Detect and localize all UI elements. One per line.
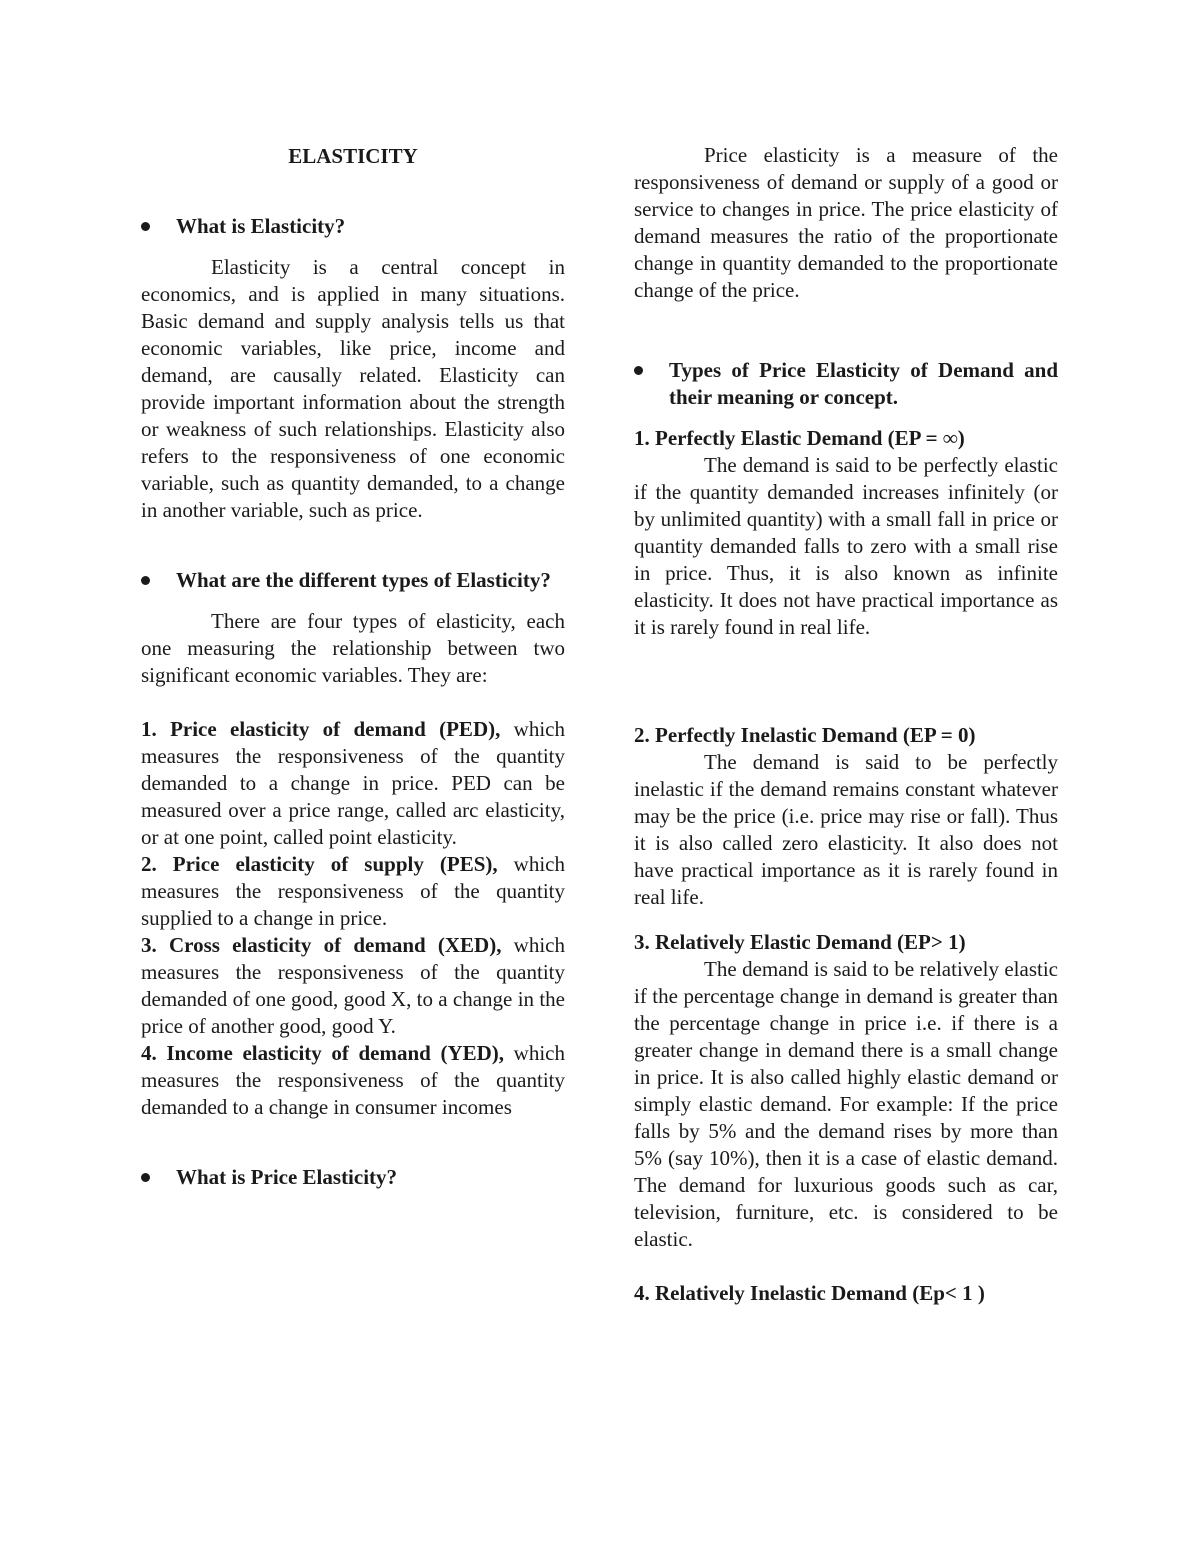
question-what-is-elasticity <box>141 213 565 240</box>
bullet-icon <box>141 576 150 585</box>
type-description: which measures the responsiveness of the quantity supplied to a change in price. <box>141 852 565 930</box>
type-description: which measures the responsiveness of the quantity demanded to a change in price. PED can be measured over a price range, called arc elasticity, or at one point, called point elasticity. <box>141 717 565 849</box>
type-description: which measures the responsiveness of the quantity demanded of one good, good X, to a change in the price of another good, good Y. <box>141 933 565 1038</box>
elasticity-definition-paragraph: Elasticity is a central concept in economics, and is applied in many situations. Basic demand and supply analysis tells us that economic variables, like price, income and demand, are causally related. Elasticity can provide important information about the strength or weakness of such relationships. Elasticity also refers to the responsiveness of one economic variable, such as quantity demanded, to a change in another variable, such as price. <box>141 255 565 522</box>
bullet-icon <box>634 366 643 375</box>
relatively-elastic-body: The demand is said to be relatively elastic if the percentage change in demand is greater than the percentage change in price i.e. if there is a greater change in demand there is a small change in price. It is also called highly elastic demand or simply elastic demand. For example: If the price falls by 5% and the demand rises by more than 5% (say 10%), then it is a case of elastic demand. The demand for luxurious goods such as car, television, furniture, etc. is considered to be elastic. <box>634 957 1058 1251</box>
perfectly-inelastic-body: The demand is said to be perfectly inelastic if the demand remains constant whatever may be the price (i.e. price may rise or fall). Thus it is also called zero elasticity. It also does not have practical importance as it is rarely found in real life. <box>634 750 1058 909</box>
left-column <box>141 142 565 1191</box>
question-heading: What are the different types of Elasticity? <box>176 568 551 592</box>
bullet-icon <box>141 1173 150 1182</box>
question-heading: What is Elasticity? <box>176 214 346 238</box>
types-intro-paragraph: There are four types of elasticity, each one measuring the relationship between two significant economic variables. They are: <box>141 609 565 687</box>
type-label: 4. Income elasticity of demand (YED), <box>141 1041 505 1065</box>
price-elasticity-paragraph: Price elasticity is a measure of the responsiveness of demand or supply of a good or service to changes in price. The price elasticity of demand measures the ratio of the proportionate change in quantity demanded to the proportionate change of the price. <box>634 143 1058 302</box>
types-of-ped-heading <box>634 357 1058 411</box>
type-label: 1. Price elasticity of demand (PED), <box>141 717 501 741</box>
section-heading: Types of Price Elasticity of Demand and their meaning or concept. <box>669 358 1058 409</box>
elasticity-type-item <box>141 851 565 932</box>
relatively-elastic-heading: 3. Relatively Elastic Demand (EP> 1) <box>634 930 966 954</box>
bullet-icon <box>141 222 150 231</box>
elasticity-type-item <box>141 716 565 851</box>
type-label: 3. Cross elasticity of demand (XED), <box>141 933 502 957</box>
elasticity-type-item <box>141 1040 565 1121</box>
relatively-inelastic-heading: 4. Relatively Inelastic Demand (Ep< 1 ) <box>634 1281 985 1305</box>
type-description: which measures the responsiveness of the quantity demanded to a change in consumer incomes <box>141 1041 565 1119</box>
document-title: ELASTICITY <box>288 144 418 168</box>
perfectly-inelastic-heading: 2. Perfectly Inelastic Demand (EP = 0) <box>634 723 976 747</box>
question-types-of-elasticity <box>141 567 565 594</box>
type-label: 2. Price elasticity of supply (PES), <box>141 852 498 876</box>
perfectly-elastic-body: The demand is said to be perfectly elastic if the quantity demanded increases infinitely (or by unlimited quantity) with a small fall in price or quantity demanded falls to zero with a small rise in price. Thus, it is also known as infinite elasticity. It does not have practical importance as it is rarely found in real life. <box>634 453 1058 639</box>
elasticity-type-item <box>141 932 565 1040</box>
right-column <box>634 142 1058 1307</box>
perfectly-elastic-heading: 1. Perfectly Elastic Demand (EP = ∞) <box>634 426 965 450</box>
question-heading: What is Price Elasticity? <box>176 1165 398 1189</box>
question-what-is-price-elasticity <box>141 1164 565 1191</box>
